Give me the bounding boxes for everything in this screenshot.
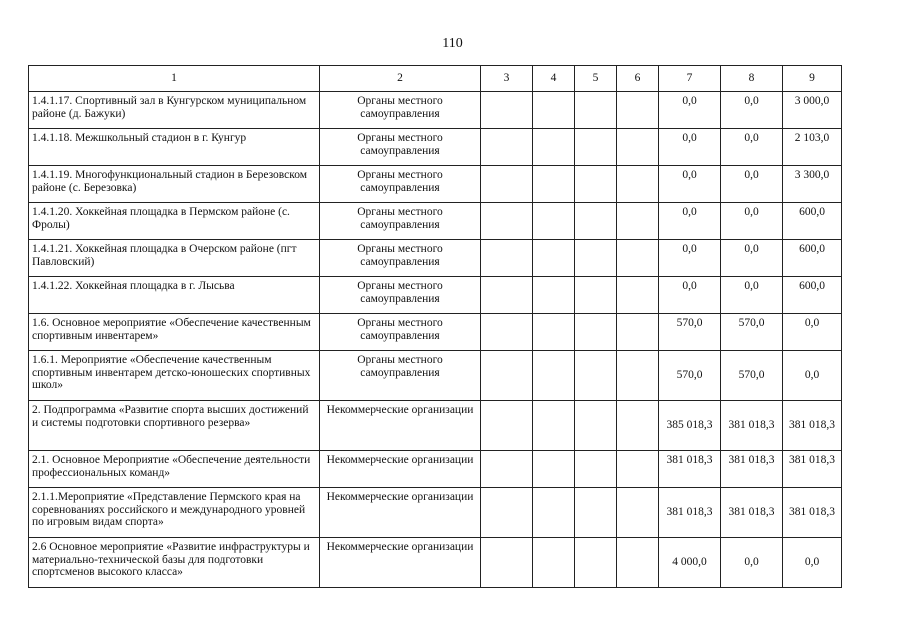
page-number: 110 xyxy=(442,36,463,51)
empty-cell xyxy=(481,351,533,401)
row-value-col7: 570,0 xyxy=(659,314,721,351)
row-name: 2.1. Основное Мероприятие «Обеспечение деятельности профессиональных команд» xyxy=(29,451,320,488)
row-name: 2. Подпрограмма «Развитие спорта высших достижений и системы подготовки спортивного резерва» xyxy=(29,401,320,451)
empty-cell xyxy=(533,129,575,166)
header-cell: 2 xyxy=(320,66,481,92)
table-row xyxy=(29,451,842,488)
row-value-col7: 0,0 xyxy=(659,129,721,166)
empty-cell xyxy=(575,129,617,166)
empty-cell xyxy=(617,277,659,314)
table-row xyxy=(29,314,842,351)
row-value-col8: 0,0 xyxy=(721,129,783,166)
empty-cell xyxy=(481,314,533,351)
row-executor: Органы местного самоуправления xyxy=(320,203,481,240)
empty-cell xyxy=(481,401,533,451)
table-row xyxy=(29,538,842,588)
header-cell: 9 xyxy=(783,66,842,92)
row-value-col8: 0,0 xyxy=(721,538,783,588)
budget-table xyxy=(28,65,842,588)
empty-cell xyxy=(575,92,617,129)
empty-cell xyxy=(617,401,659,451)
empty-cell xyxy=(481,129,533,166)
row-value-col7: 381 018,3 xyxy=(659,488,721,538)
table-row xyxy=(29,351,842,401)
row-executor: Органы местного самоуправления xyxy=(320,129,481,166)
empty-cell xyxy=(481,538,533,588)
empty-cell xyxy=(481,166,533,203)
row-value-col7: 4 000,0 xyxy=(659,538,721,588)
row-value-col7: 0,0 xyxy=(659,92,721,129)
empty-cell xyxy=(617,488,659,538)
row-value-col9: 600,0 xyxy=(783,240,842,277)
empty-cell xyxy=(575,203,617,240)
row-name: 1.6. Основное мероприятие «Обеспечение качественным спортивным инвентарем» xyxy=(29,314,320,351)
row-value-col7: 570,0 xyxy=(659,351,721,401)
row-executor: Органы местного самоуправления xyxy=(320,240,481,277)
empty-cell xyxy=(481,277,533,314)
row-executor: Органы местного самоуправления xyxy=(320,277,481,314)
row-executor: Некоммерческие организации xyxy=(320,451,481,488)
empty-cell xyxy=(533,92,575,129)
table-row xyxy=(29,92,842,129)
row-value-col9: 381 018,3 xyxy=(783,451,842,488)
row-value-col8: 0,0 xyxy=(721,240,783,277)
empty-cell xyxy=(533,351,575,401)
row-value-col8: 570,0 xyxy=(721,314,783,351)
header-row xyxy=(29,66,842,92)
row-name: 1.4.1.18. Межшкольный стадион в г. Кунгур xyxy=(29,129,320,166)
empty-cell xyxy=(617,240,659,277)
empty-cell xyxy=(575,488,617,538)
row-value-col9: 2 103,0 xyxy=(783,129,842,166)
row-executor: Некоммерческие организации xyxy=(320,401,481,451)
row-value-col7: 0,0 xyxy=(659,203,721,240)
row-value-col8: 0,0 xyxy=(721,277,783,314)
empty-cell xyxy=(575,314,617,351)
empty-cell xyxy=(617,203,659,240)
row-name: 1.4.1.21. Хоккейная площадка в Очерском районе (пгт Павловский) xyxy=(29,240,320,277)
row-value-col9: 381 018,3 xyxy=(783,401,842,451)
row-value-col8: 570,0 xyxy=(721,351,783,401)
header-cell: 1 xyxy=(29,66,320,92)
empty-cell xyxy=(617,129,659,166)
empty-cell xyxy=(533,166,575,203)
empty-cell xyxy=(575,451,617,488)
empty-cell xyxy=(533,314,575,351)
empty-cell xyxy=(617,92,659,129)
row-value-col9: 0,0 xyxy=(783,351,842,401)
row-value-col9: 600,0 xyxy=(783,277,842,314)
row-name: 1.4.1.17. Спортивный зал в Кунгурском муниципальном районе (д. Бажуки) xyxy=(29,92,320,129)
row-executor: Некоммерческие организации xyxy=(320,538,481,588)
row-value-col8: 0,0 xyxy=(721,92,783,129)
empty-cell xyxy=(617,538,659,588)
row-executor: Некоммерческие организации xyxy=(320,488,481,538)
row-value-col9: 0,0 xyxy=(783,538,842,588)
header-cell: 8 xyxy=(721,66,783,92)
row-value-col7: 0,0 xyxy=(659,166,721,203)
row-name: 1.4.1.20. Хоккейная площадка в Пермском районе (с. Фролы) xyxy=(29,203,320,240)
row-value-col8: 0,0 xyxy=(721,203,783,240)
empty-cell xyxy=(533,538,575,588)
row-value-col7: 0,0 xyxy=(659,277,721,314)
empty-cell xyxy=(575,277,617,314)
row-value-col7: 381 018,3 xyxy=(659,451,721,488)
empty-cell xyxy=(617,314,659,351)
row-value-col8: 381 018,3 xyxy=(721,488,783,538)
empty-cell xyxy=(481,92,533,129)
table-row xyxy=(29,240,842,277)
table-row xyxy=(29,488,842,538)
empty-cell xyxy=(533,401,575,451)
empty-cell xyxy=(533,277,575,314)
empty-cell xyxy=(481,451,533,488)
empty-cell xyxy=(575,166,617,203)
table-row xyxy=(29,401,842,451)
table-row xyxy=(29,129,842,166)
empty-cell xyxy=(533,240,575,277)
empty-cell xyxy=(575,240,617,277)
row-value-col9: 600,0 xyxy=(783,203,842,240)
row-name: 1.4.1.19. Многофункциональный стадион в Березовском районе (с. Березовка) xyxy=(29,166,320,203)
row-value-col8: 0,0 xyxy=(721,166,783,203)
empty-cell xyxy=(617,451,659,488)
empty-cell xyxy=(533,451,575,488)
header-cell: 4 xyxy=(533,66,575,92)
row-value-col7: 0,0 xyxy=(659,240,721,277)
table-row xyxy=(29,166,842,203)
row-name: 2.6 Основное мероприятие «Развитие инфраструктуры и материально-технической базы для подготовки спортсменов высокого класса» xyxy=(29,538,320,588)
row-value-col8: 381 018,3 xyxy=(721,451,783,488)
table-row xyxy=(29,277,842,314)
table-row xyxy=(29,203,842,240)
row-value-col8: 381 018,3 xyxy=(721,401,783,451)
row-name: 2.1.1.Мероприятие «Представление Пермского края на соревнованиях российского и международного уровней по игровым видам спорта» xyxy=(29,488,320,538)
row-executor: Органы местного самоуправления xyxy=(320,314,481,351)
empty-cell xyxy=(533,488,575,538)
row-name: 1.4.1.22. Хоккейная площадка в г. Лысьва xyxy=(29,277,320,314)
row-executor: Органы местного самоуправления xyxy=(320,92,481,129)
row-value-col9: 381 018,3 xyxy=(783,488,842,538)
row-value-col7: 385 018,3 xyxy=(659,401,721,451)
empty-cell xyxy=(481,240,533,277)
header-cell: 7 xyxy=(659,66,721,92)
row-executor: Органы местного самоуправления xyxy=(320,351,481,401)
empty-cell xyxy=(617,166,659,203)
header-cell: 6 xyxy=(617,66,659,92)
empty-cell xyxy=(481,488,533,538)
empty-cell xyxy=(533,203,575,240)
empty-cell xyxy=(481,203,533,240)
header-cell: 5 xyxy=(575,66,617,92)
empty-cell xyxy=(617,351,659,401)
empty-cell xyxy=(575,538,617,588)
row-value-col9: 0,0 xyxy=(783,314,842,351)
row-value-col9: 3 300,0 xyxy=(783,166,842,203)
empty-cell xyxy=(575,351,617,401)
row-executor: Органы местного самоуправления xyxy=(320,166,481,203)
row-value-col9: 3 000,0 xyxy=(783,92,842,129)
header-cell: 3 xyxy=(481,66,533,92)
empty-cell xyxy=(575,401,617,451)
row-name: 1.6.1. Мероприятие «Обеспечение качественным спортивным инвентарем детско-юношеских спортивных школ» xyxy=(29,351,320,401)
